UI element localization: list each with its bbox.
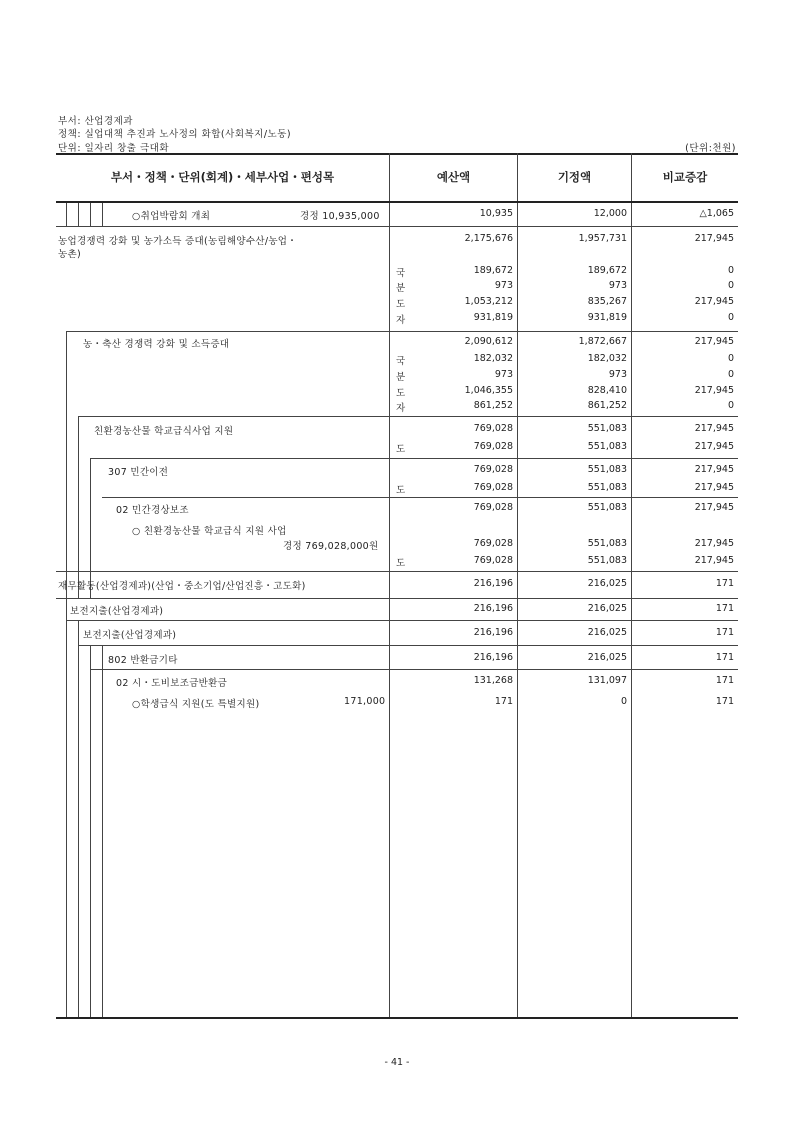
fund-previous: 551,083: [587, 441, 627, 452]
row-previous: 216,025: [587, 603, 627, 614]
fund-diff: 0: [727, 353, 734, 364]
fund-diff: 0: [727, 400, 734, 411]
fund-code: 자: [396, 315, 406, 326]
row-label: 02 민간경상보조: [116, 505, 189, 516]
fund-budget: 769,028: [473, 482, 513, 493]
row-rule: [56, 598, 738, 599]
fund-budget: 1,053,212: [464, 296, 513, 307]
row-rule: [66, 331, 738, 332]
row-diff: 217,945: [694, 538, 734, 549]
fund-previous: 861,252: [587, 400, 627, 411]
row-rule: [78, 416, 738, 417]
tree-line: [90, 645, 91, 1017]
row-diff: 217,945: [694, 423, 734, 434]
fund-previous: 551,083: [587, 555, 627, 566]
fund-previous: 973: [608, 280, 627, 291]
row-budget: 216,196: [473, 578, 513, 589]
row-diff: 171: [715, 578, 734, 589]
fund-diff: 217,945: [694, 482, 734, 493]
fund-budget: 769,028: [473, 555, 513, 566]
fund-code: 도: [396, 485, 406, 496]
fund-code: 도: [396, 558, 406, 569]
row-rule: [56, 226, 738, 227]
tree-line: [102, 645, 103, 1017]
row-budget: 2,175,676: [464, 233, 513, 244]
tree-line: [90, 203, 91, 226]
row-rule: [66, 620, 738, 621]
fund-code: 도: [396, 388, 406, 399]
fund-budget: 931,819: [473, 312, 513, 323]
fund-previous: 973: [608, 369, 627, 380]
row-label: 307 민간이전: [108, 467, 169, 478]
row-label: 802 반환금기타: [108, 655, 178, 666]
row-label: 친환경농산물 학교급식사업 지원: [94, 426, 234, 437]
fund-code: 분: [396, 283, 406, 294]
row-label: ○취업박람회 개최: [132, 211, 211, 222]
row-previous: 12,000: [593, 208, 627, 219]
fund-diff: 0: [727, 280, 734, 291]
policy-line: 정책: 실업대책 추진과 노사정의 화합(사회복지/노동): [58, 129, 292, 140]
fund-budget: 189,672: [473, 265, 513, 276]
row-label: 재무활동(산업경제과)(산업・중소기업/산업진흥・고도화): [58, 581, 306, 592]
row-previous: 216,025: [587, 627, 627, 638]
row-label-cont: 농촌): [58, 249, 81, 260]
tree-line: [66, 203, 67, 226]
row-diff: 171: [715, 603, 734, 614]
tree-line: [90, 458, 91, 598]
row-label: ○ 친환경농산물 학교급식 지원 사업: [132, 526, 287, 537]
row-label: 농・축산 경쟁력 강화 및 소득증대: [83, 339, 230, 350]
row-diff: 171: [715, 652, 734, 663]
row-note: 경정 10,935,000: [300, 211, 380, 222]
row-budget: 2,090,612: [464, 336, 513, 347]
fund-budget: 1,046,355: [464, 385, 513, 396]
row-previous: 131,097: [587, 675, 627, 686]
row-rule: [78, 645, 738, 646]
row-note: 경정 769,028,000원: [283, 541, 379, 552]
row-diff: 171: [715, 696, 734, 707]
row-diff: △1,065: [699, 208, 734, 219]
fund-code: 자: [396, 403, 406, 414]
tree-line: [78, 203, 79, 226]
fund-previous: 828,410: [587, 385, 627, 396]
row-budget: 769,028: [473, 423, 513, 434]
fund-code: 국: [396, 356, 406, 367]
unit-label: (단위:천원): [685, 143, 736, 154]
fund-diff: 0: [727, 312, 734, 323]
fund-budget: 182,032: [473, 353, 513, 364]
row-budget: 216,196: [473, 627, 513, 638]
row-label: 보전지출(산업경제과): [83, 630, 177, 641]
row-diff: 217,945: [694, 233, 734, 244]
fund-previous: 931,819: [587, 312, 627, 323]
header-rule: [56, 201, 738, 203]
department-line: 부서: 산업경제과: [58, 116, 133, 127]
row-previous: 0: [620, 696, 627, 707]
col-header-budget: 예산액: [436, 170, 471, 184]
row-budget: 171: [494, 696, 513, 707]
fund-diff: 0: [727, 265, 734, 276]
row-previous: 551,083: [587, 423, 627, 434]
fund-code: 도: [396, 299, 406, 310]
row-rule: [90, 669, 738, 670]
fund-code: 도: [396, 444, 406, 455]
fund-previous: 835,267: [587, 296, 627, 307]
fund-diff: 217,945: [694, 555, 734, 566]
row-previous: 216,025: [587, 578, 627, 589]
fund-previous: 189,672: [587, 265, 627, 276]
row-previous: 1,957,731: [578, 233, 627, 244]
fund-budget: 973: [494, 280, 513, 291]
tree-line: [102, 203, 103, 226]
row-diff: 217,945: [694, 502, 734, 513]
row-label: 02 시・도비보조금반환금: [116, 678, 228, 689]
fund-budget: 973: [494, 369, 513, 380]
divider-item-budget: [389, 153, 390, 1017]
row-budget: 769,028: [473, 538, 513, 549]
row-label: ○학생급식 지원(도 특별지원): [132, 699, 260, 710]
fund-previous: 182,032: [587, 353, 627, 364]
fund-diff: 0: [727, 369, 734, 380]
fund-previous: 551,083: [587, 482, 627, 493]
tree-line: [66, 331, 67, 598]
unit-program-line: 단위: 일자리 창출 극대화: [58, 143, 170, 154]
row-note: 171,000: [344, 696, 386, 707]
row-diff: 217,945: [694, 336, 734, 347]
row-budget: 769,028: [473, 502, 513, 513]
page-number: - 41 -: [384, 1057, 410, 1068]
divider-budget-previous: [517, 153, 518, 1017]
row-previous: 551,083: [587, 502, 627, 513]
row-label: 농업경쟁력 강화 및 농가소득 증대(농림해양수산/농업・: [58, 236, 298, 247]
fund-code: 국: [396, 268, 406, 279]
fund-budget: 769,028: [473, 441, 513, 452]
row-budget: 769,028: [473, 464, 513, 475]
row-diff: 217,945: [694, 464, 734, 475]
fund-code: 분: [396, 372, 406, 383]
row-previous: 216,025: [587, 652, 627, 663]
row-budget: 131,268: [473, 675, 513, 686]
row-previous: 551,083: [587, 464, 627, 475]
row-budget: 10,935: [479, 208, 513, 219]
row-previous: 1,872,667: [578, 336, 627, 347]
row-budget: 216,196: [473, 652, 513, 663]
tree-line: [78, 620, 79, 1017]
row-diff: 171: [715, 675, 734, 686]
row-previous: 551,083: [587, 538, 627, 549]
tree-line: [66, 598, 67, 1017]
fund-diff: 217,945: [694, 385, 734, 396]
row-label: 보전지출(산업경제과): [70, 606, 164, 617]
divider-previous-diff: [631, 153, 632, 1017]
fund-diff: 217,945: [694, 441, 734, 452]
col-header-previous: 기정액: [557, 170, 592, 184]
row-rule: [56, 571, 738, 572]
row-rule: [90, 458, 738, 459]
col-header-diff: 비교증감: [662, 170, 708, 184]
row-diff: 171: [715, 627, 734, 638]
fund-budget: 861,252: [473, 400, 513, 411]
row-budget: 216,196: [473, 603, 513, 614]
fund-diff: 217,945: [694, 296, 734, 307]
col-header-item: 부서・정책・단위(회계)・세부사업・편성목: [110, 170, 335, 184]
row-rule: [102, 497, 738, 498]
